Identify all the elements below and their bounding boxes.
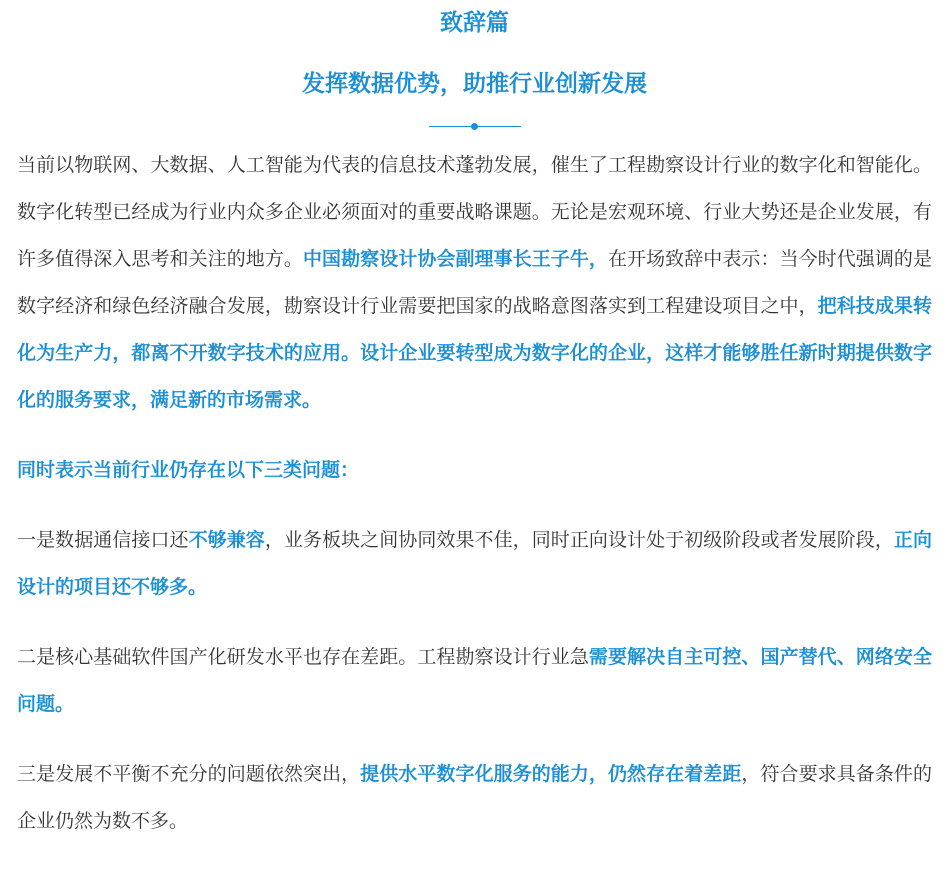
- text-segment: 二是核心基础软件国产化研发水平也存在差距。工程勘察设计行业急: [17, 646, 589, 668]
- text-segment: 三是发展不平衡不充分的问题依然突出，: [17, 763, 361, 785]
- paragraph-problem-2: [17, 634, 932, 728]
- text-segment: 当前以物联网、大数据、人工智能为代表的信息技术蓬勃发展，催生了工程勘察设计行业的数字化和智能化。数字化转型已经成为行业内众多企业必须面对的重要战略课题。无论是宏观环境、行业大势还是企业发展，有许多值得深入思考和关注的地方。: [17, 154, 932, 270]
- text-segment: ，符合要求具备条件的企业仍然为数不多。: [17, 763, 932, 832]
- divider-dot-icon: [471, 123, 478, 130]
- section-title: 致辞篇: [440, 10, 509, 36]
- highlight-segment: 正向设计的项目还不够多。: [17, 529, 932, 598]
- highlight-segment: 提供水平数字化服务的能力，仍然存在着差距: [360, 763, 742, 785]
- paragraph-problem-3: [17, 751, 932, 845]
- text-segment: 在开场致辞中表示：当今时代强调的是数字经济和绿色经济融合发展，勘察设计行业需要把国家的战略意图落实到工程建设项目之中，: [17, 248, 932, 317]
- paragraph-problems-heading: [17, 447, 932, 494]
- title-divider: [429, 122, 521, 132]
- text-segment: 一是数据通信接口还: [17, 529, 189, 551]
- highlight-segment: 需要解决自主可控、国产替代、网络安全问题。: [17, 646, 932, 715]
- paragraph-intro: [17, 142, 932, 424]
- paragraph-problem-1: [17, 517, 932, 611]
- article-headline: 发挥数据优势，助推行业创新发展: [302, 71, 647, 97]
- highlight-segment: 同时表示当前行业仍存在以下三类问题：: [17, 459, 360, 481]
- highlight-segment: 不够兼容: [188, 529, 265, 551]
- text-segment: ，业务板块之间协同效果不佳，同时正向设计处于初级阶段或者发展阶段，: [264, 529, 894, 551]
- highlight-segment: 中国勘察设计协会副理事长王子牛，: [302, 248, 608, 270]
- highlight-segment: 把科技成果转化为生产力，都离不开数字技术的应用。设计企业要转型成为数字化的企业，这样才能够胜任新时期提供数字化的服务要求，满足新的市场需求。: [17, 295, 932, 411]
